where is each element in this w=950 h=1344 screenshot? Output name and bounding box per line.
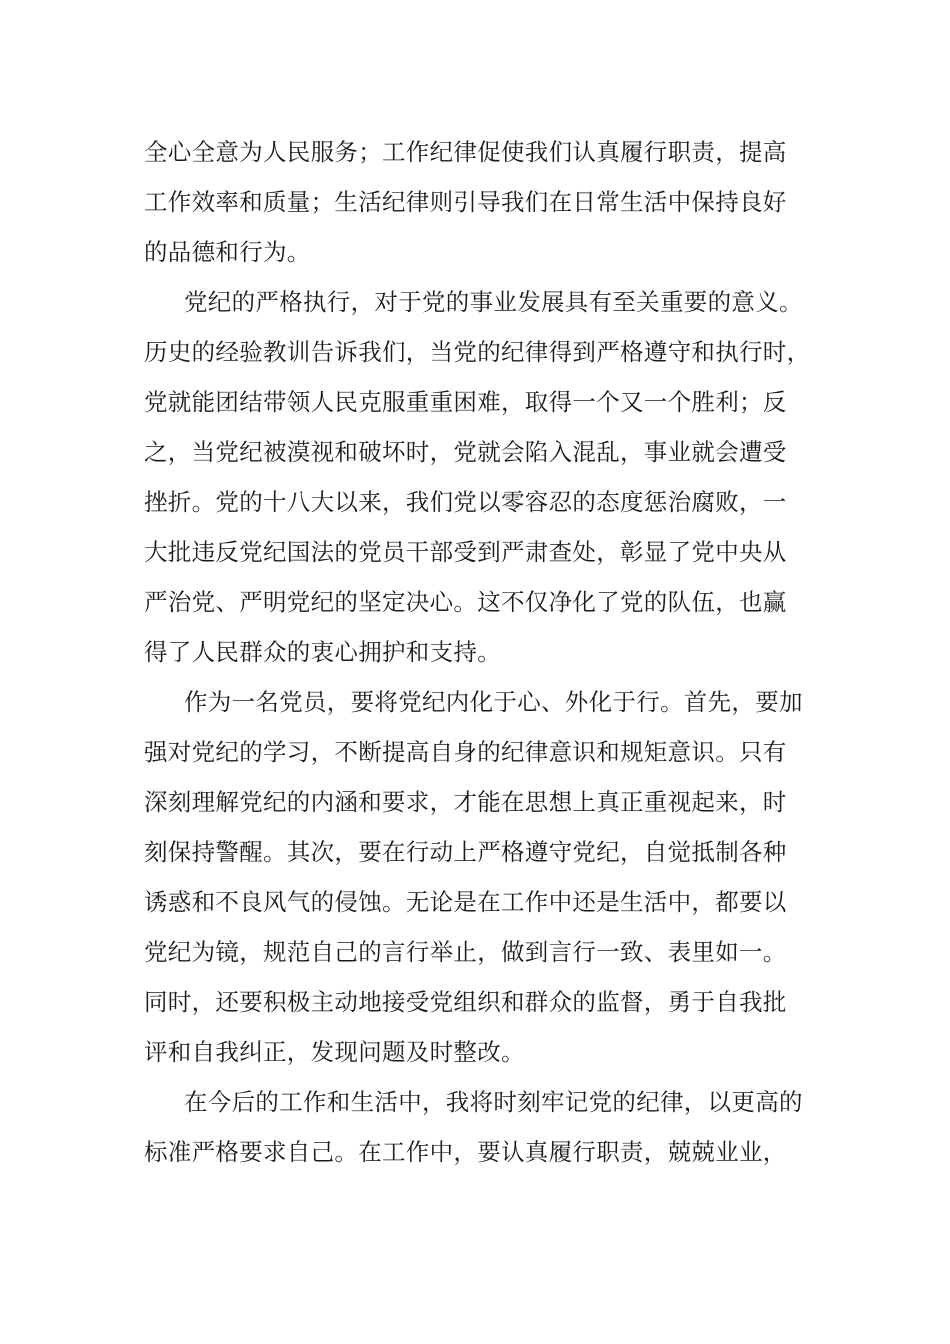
text-line: 党就能团结带领人民克服重重困难，取得一个又一个胜利；反 bbox=[144, 388, 787, 416]
text-line: 党纪为镜，规范自己的言行举止，做到言行一致、表里如一。 bbox=[144, 938, 787, 966]
text-line: 深刻理解党纪的内涵和要求，才能在思想上真正重视起来，时 bbox=[144, 788, 787, 816]
text-line: 的品德和行为。 bbox=[144, 238, 311, 266]
text-line: 挫折。党的十八大以来，我们党以零容忍的态度惩治腐败，一 bbox=[144, 488, 787, 516]
paragraph-first-line: 作为一名党员，要将党纪内化于心、外化于行。首先，要加 bbox=[184, 688, 803, 716]
text-line: 工作效率和质量；生活纪律则引导我们在日常生活中保持良好 bbox=[144, 188, 787, 216]
text-line: 标准严格要求自己。在工作中，要认真履行职责，兢兢业业， bbox=[144, 1138, 787, 1166]
body-text bbox=[144, 127, 814, 1177]
text-line: 历史的经验教训告诉我们，当党的纪律得到严格遵守和执行时， bbox=[144, 338, 811, 366]
text-line: 严治党、严明党纪的坚定决心。这不仅净化了党的队伍，也赢 bbox=[144, 588, 787, 616]
paragraph-first-line: 党纪的严格执行，对于党的事业发展具有至关重要的意义。 bbox=[184, 288, 803, 316]
text-line: 诱惑和不良风气的侵蚀。无论是在工作中还是生活中，都要以 bbox=[144, 888, 787, 916]
text-line: 得了人民群众的衷心拥护和支持。 bbox=[144, 638, 501, 666]
text-line: 同时，还要积极主动地接受党组织和群众的监督，勇于自我批 bbox=[144, 988, 787, 1016]
text-line: 之，当党纪被漠视和破坏时，党就会陷入混乱，事业就会遭受 bbox=[144, 438, 787, 466]
text-line: 强对党纪的学习，不断提高自身的纪律意识和规矩意识。只有 bbox=[144, 738, 787, 766]
text-line: 全心全意为人民服务；工作纪律促使我们认真履行职责，提高 bbox=[144, 138, 787, 166]
text-line: 大批违反党纪国法的党员干部受到严肃查处，彰显了党中央从 bbox=[144, 538, 787, 566]
paragraph-first-line: 在今后的工作和生活中，我将时刻牢记党的纪律，以更高的 bbox=[184, 1088, 803, 1116]
text-line: 评和自我纠正，发现问题及时整改。 bbox=[144, 1038, 525, 1066]
text-line: 刻保持警醒。其次，要在行动上严格遵守党纪，自觉抵制各种 bbox=[144, 838, 787, 866]
